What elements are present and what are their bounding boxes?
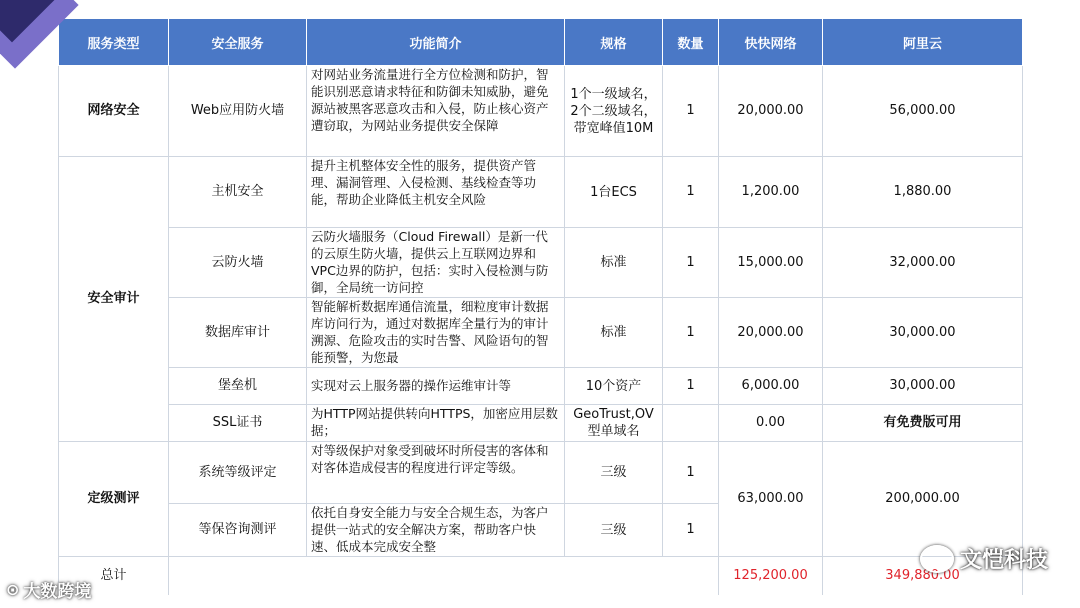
- table-row: [59, 228, 1023, 298]
- spec-cell: 1台ECS: [565, 157, 663, 228]
- watermark-left-text: 大数跨境: [23, 582, 92, 602]
- header-description: 功能简介: [307, 19, 565, 66]
- qty-cell: 1: [663, 298, 719, 368]
- qty-cell: 1: [663, 368, 719, 405]
- kuaikuai-price-cell: 6,000.00: [719, 368, 823, 405]
- kuaikuai-price-cell: 1,200.00: [719, 157, 823, 228]
- header-security-service: 安全服务: [169, 19, 307, 66]
- description-text: 智能解析数据库通信流量，细粒度审计数据库访问行为，通过对数据库全量行为的审计溯源、危险攻击的实时告警、风险语句的智能预警，为您最: [311, 299, 549, 365]
- kuaikuai-price-cell: 20,000.00: [719, 298, 823, 368]
- total-kuaikuai-cell: 125,200.00: [719, 557, 823, 595]
- service-cell: 数据库审计: [169, 298, 307, 368]
- table-row: [59, 405, 1023, 442]
- total-aliyun-cell: 349,880.00: [823, 557, 1023, 595]
- kuaikuai-price-cell: 15,000.00: [719, 228, 823, 298]
- service-cell: 等保咨询测评: [169, 504, 307, 557]
- qty-cell: 1: [663, 442, 719, 504]
- table-row: [59, 442, 1023, 504]
- spec-cell: 标准: [565, 298, 663, 368]
- header-quantity: 数量: [663, 19, 719, 66]
- description-cell: [307, 157, 565, 228]
- qty-cell: 1: [663, 504, 719, 557]
- spec-cell: 三级: [565, 442, 663, 504]
- service-cell: SSL证书: [169, 405, 307, 442]
- spec-cell: 标准: [565, 228, 663, 298]
- description-text: 云防火墙服务（Cloud Firewall）是新一代的云原生防火墙，提供云上互联网边界和VPC边界的防护，包括：实时入侵检测与防御，全局统一访问控: [311, 229, 549, 295]
- header-aliyun: 阿里云: [823, 19, 1023, 66]
- description-text: 提升主机整体安全性的服务，提供资产管理、漏洞管理、入侵检测、基线检查等功能，帮助企业降低主机安全风险: [311, 158, 537, 207]
- qty-cell: 1: [663, 66, 719, 157]
- spec-cell: 10个资产: [565, 368, 663, 405]
- watermark-logo-icon: ⊙: [6, 580, 20, 599]
- spec-cell: 三级: [565, 504, 663, 557]
- aliyun-price-cell: 1,880.00: [823, 157, 1023, 228]
- spec-cell: 1个一级域名，2个二级域名， 带宽峰值10M: [565, 66, 663, 157]
- service-cell: 云防火墙: [169, 228, 307, 298]
- description-cell: [307, 504, 565, 557]
- watermark-right-text: 文恺科技: [959, 548, 1048, 573]
- table-row: [59, 368, 1023, 405]
- description-text: 为HTTP网站提供转向HTTPS，加密应用层数据；: [311, 406, 558, 438]
- qty-cell: 1: [663, 228, 719, 298]
- aliyun-price-cell: 有免费版可用: [823, 405, 1023, 442]
- wechat-icon: [920, 545, 954, 573]
- aliyun-price-cell: 30,000.00: [823, 368, 1023, 405]
- description-text: 实现对云上服务器的操作运维审计等: [311, 378, 512, 393]
- aliyun-price-cell: 56,000.00: [823, 66, 1023, 157]
- total-label-cell: 总计: [59, 557, 169, 595]
- service-cell: 系统等级评定: [169, 442, 307, 504]
- qty-cell: [663, 405, 719, 442]
- description-cell: [307, 298, 565, 368]
- header-spec: 规格: [565, 19, 663, 66]
- aliyun-price-cell: 30,000.00: [823, 298, 1023, 368]
- description-cell: [307, 442, 565, 504]
- header-service-type: 服务类型: [59, 19, 169, 66]
- watermark-left: [6, 577, 91, 602]
- description-cell: [307, 66, 565, 157]
- aliyun-price-cell: 32,000.00: [823, 228, 1023, 298]
- comparison-table: [58, 18, 1023, 595]
- description-text: 依托自身安全能力与安全合规生态，为客户提供一站式的安全解决方案，帮助客户快速、低成本完成安全整: [311, 505, 549, 554]
- spec-cell: GeoTrust,OV型单域名: [565, 405, 663, 442]
- service-cell: 堡垒机: [169, 368, 307, 405]
- description-cell: [307, 368, 565, 405]
- total-empty-cell: [169, 557, 719, 595]
- table-header-row: [59, 19, 1023, 66]
- description-cell: [307, 228, 565, 298]
- aliyun-price-cell: 200,000.00: [823, 442, 1023, 557]
- qty-cell: 1: [663, 157, 719, 228]
- table-row: [59, 66, 1023, 157]
- service-cell: Web应用防火墙: [169, 66, 307, 157]
- category-cell: 安全审计: [59, 157, 169, 442]
- kuaikuai-price-cell: 0.00: [719, 405, 823, 442]
- service-cell: 主机安全: [169, 157, 307, 228]
- description-text: 对网站业务流量进行全方位检测和防护，智能识别恶意请求特征和防御未知威胁，避免源站被黑客恶意攻击和入侵，防止核心资产遭窃取，为网站业务提供安全保障: [311, 67, 549, 133]
- table-row: [59, 157, 1023, 228]
- header-kuaikuai: 快快网络: [719, 19, 823, 66]
- watermark-right: [920, 543, 1048, 574]
- kuaikuai-price-cell: 63,000.00: [719, 442, 823, 557]
- kuaikuai-price-cell: 20,000.00: [719, 66, 823, 157]
- table-row: [59, 298, 1023, 368]
- total-row: [59, 557, 1023, 595]
- description-text: 对等级保护对象受到破坏时所侵害的客体和对客体造成侵害的程度进行评定等级。: [311, 443, 549, 475]
- description-cell: [307, 405, 565, 442]
- category-cell: 定级测评: [59, 442, 169, 557]
- category-cell: 网络安全: [59, 66, 169, 157]
